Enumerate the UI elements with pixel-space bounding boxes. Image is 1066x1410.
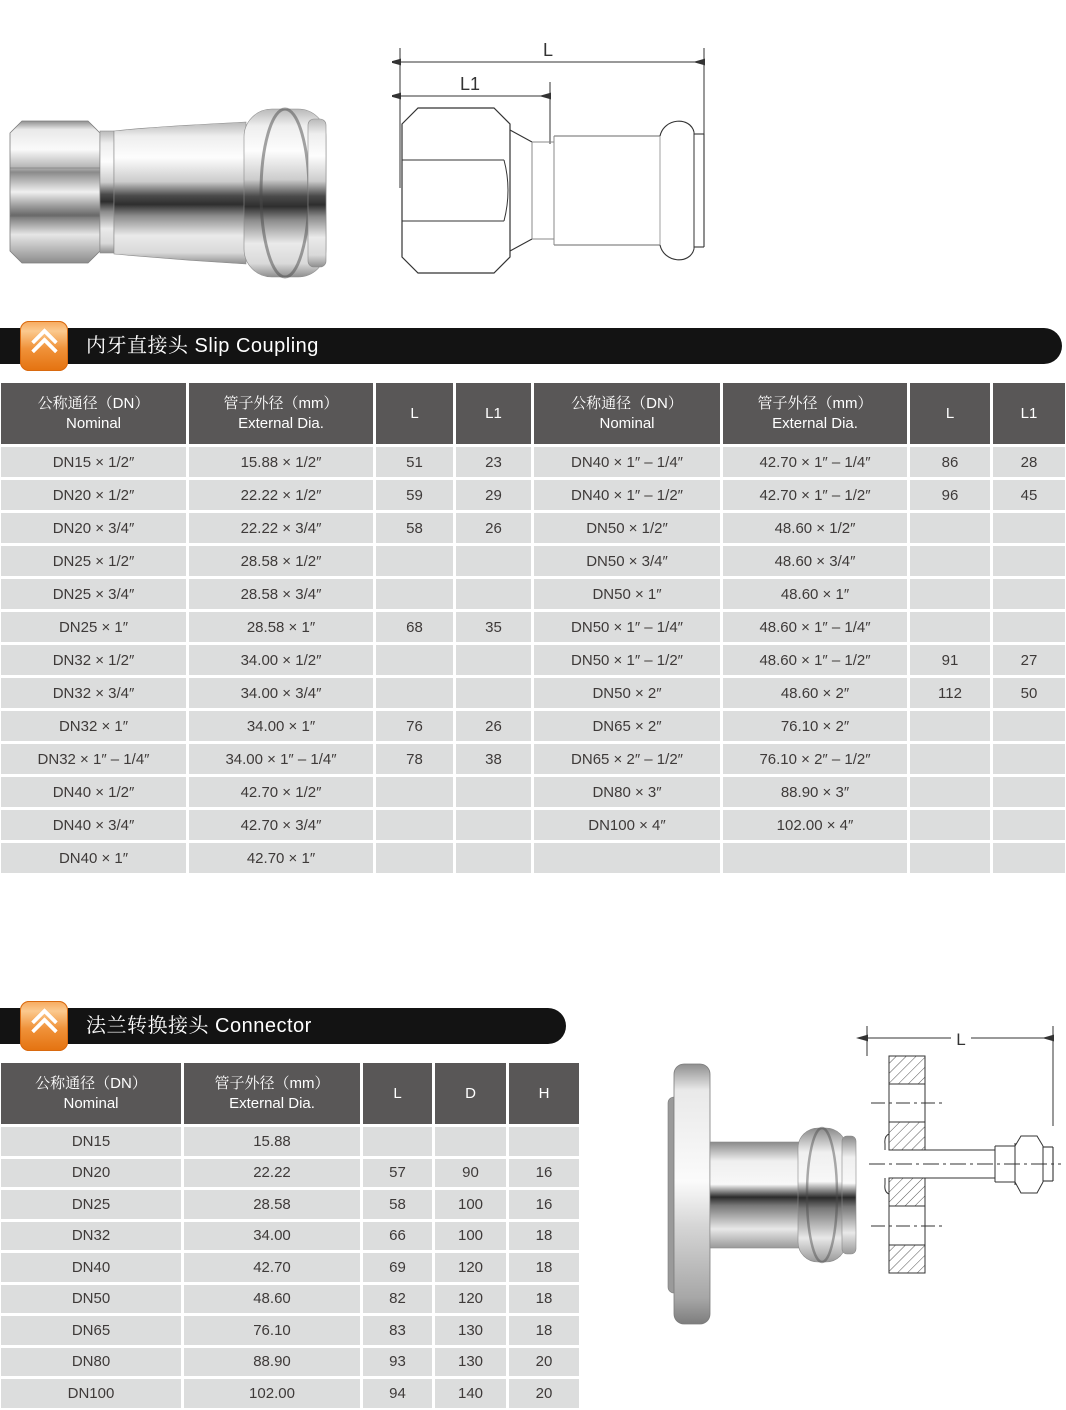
table-cell [993, 711, 1065, 741]
table-cell: 57 [363, 1159, 432, 1188]
table-cell [993, 744, 1065, 774]
connector-table-body [1, 1127, 579, 1408]
table-cell: 42.70 × 1″ – 1/2″ [723, 480, 907, 510]
table-cell: 69 [363, 1253, 432, 1282]
table-cell: 20 [509, 1379, 579, 1408]
table-cell: 76.10 × 2″ [723, 711, 907, 741]
table-cell: 38 [456, 744, 531, 774]
table-cell: 18 [509, 1285, 579, 1314]
table-cell: DN25 × 1/2″ [1, 546, 186, 576]
table-row [1, 1222, 579, 1251]
table-cell: DN50 × 1″ [534, 579, 720, 609]
table-row [1, 447, 1065, 477]
table-cell [456, 645, 531, 675]
table-cell: DN40 × 1″ – 1/4″ [534, 447, 720, 477]
col-header-external-dia [723, 383, 907, 444]
table-cell: DN25 × 3/4″ [1, 579, 186, 609]
table-cell: 78 [376, 744, 453, 774]
header-en: External Dia. [229, 1094, 315, 1112]
table-cell [723, 843, 907, 873]
table-cell: DN32 × 1″ – 1/4″ [1, 744, 186, 774]
table-cell: 28.58 × 1″ [189, 612, 373, 642]
table-cell [993, 777, 1065, 807]
table-cell: 88.90 × 3″ [723, 777, 907, 807]
table-row [1, 744, 1065, 774]
table-cell: DN25 [1, 1190, 181, 1219]
table-cell: 15.88 × 1/2″ [189, 447, 373, 477]
table-cell [910, 843, 990, 873]
table-cell: DN20 × 3/4″ [1, 513, 186, 543]
table-cell: 48.60 [184, 1285, 360, 1314]
table-cell: 48.60 × 1″ – 1/4″ [723, 612, 907, 642]
table-cell: 91 [910, 645, 990, 675]
table-cell: 42.70 [184, 1253, 360, 1282]
table-cell: 88.90 [184, 1348, 360, 1377]
table-cell: DN15 [1, 1127, 181, 1156]
table-cell: DN40 × 1″ – 1/2″ [534, 480, 720, 510]
col-header-external-dia [189, 383, 373, 444]
table-cell [910, 579, 990, 609]
table-cell [376, 645, 453, 675]
table-cell: DN50 × 1″ – 1/4″ [534, 612, 720, 642]
table-cell: 100 [435, 1190, 506, 1219]
table-cell: 29 [456, 480, 531, 510]
table-cell: DN100 [1, 1379, 181, 1408]
col-header-L: L [910, 383, 990, 444]
table-cell: DN20 [1, 1159, 181, 1188]
header-en: External Dia. [772, 414, 858, 432]
connector-drawing [855, 1018, 1066, 1353]
table-cell: 76 [376, 711, 453, 741]
table-cell [993, 513, 1065, 543]
section-title: 法兰转换接头 Connector [86, 1015, 312, 1037]
slip-table-body [1, 447, 1065, 873]
table-cell: DN65 [1, 1316, 181, 1345]
slip-coupling-table [1, 383, 1065, 876]
table-row [1, 1253, 579, 1282]
table-cell: 18 [509, 1253, 579, 1282]
table-cell: 66 [363, 1222, 432, 1251]
table-cell: DN32 [1, 1222, 181, 1251]
table-row [1, 1190, 579, 1219]
table-cell: 48.60 × 3/4″ [723, 546, 907, 576]
header-en: Nominal [599, 414, 655, 432]
table-cell: DN50 × 1″ – 1/2″ [534, 645, 720, 675]
table-cell [993, 612, 1065, 642]
table-cell: 27 [993, 645, 1065, 675]
table-cell: 51 [376, 447, 453, 477]
table-cell [376, 810, 453, 840]
table-cell [456, 810, 531, 840]
col-header-nominal [1, 1063, 181, 1124]
table-cell: DN40 × 1″ [1, 843, 186, 873]
table-row [1, 1127, 579, 1156]
table-cell: 48.60 × 1″ [723, 579, 907, 609]
table-cell: 120 [435, 1285, 506, 1314]
table-cell [435, 1127, 506, 1156]
table-cell [910, 744, 990, 774]
dim-label-L: L [956, 1030, 966, 1049]
table-cell: DN50 × 3/4″ [534, 546, 720, 576]
table-cell: 102.00 × 4″ [723, 810, 907, 840]
connector-table [1, 1063, 579, 1410]
table-cell: 42.70 × 1″ – 1/4″ [723, 447, 907, 477]
table-row [1, 513, 1065, 543]
table-cell: DN80 [1, 1348, 181, 1377]
table-cell: 20 [509, 1348, 579, 1377]
table-cell: 26 [456, 513, 531, 543]
table-cell: 42.70 × 3/4″ [189, 810, 373, 840]
table-cell: 28.58 × 3/4″ [189, 579, 373, 609]
table-cell: DN65 × 2″ – 1/2″ [534, 744, 720, 774]
table-cell: 23 [456, 447, 531, 477]
table-cell: 34.00 [184, 1222, 360, 1251]
col-header-L1: L1 [456, 383, 531, 444]
table-cell [376, 678, 453, 708]
table-cell: DN32 × 1/2″ [1, 645, 186, 675]
table-cell [509, 1127, 579, 1156]
table-row [1, 612, 1065, 642]
table-cell: 93 [363, 1348, 432, 1377]
table-cell: 82 [363, 1285, 432, 1314]
col-header-nominal [1, 383, 186, 444]
table-row [1, 810, 1065, 840]
table-cell: 59 [376, 480, 453, 510]
table-row [1, 1379, 579, 1408]
table-cell: 48.60 × 1″ – 1/2″ [723, 645, 907, 675]
slip-coupling-photo [8, 85, 330, 300]
connector-photo [618, 1042, 858, 1347]
table-row [1, 579, 1065, 609]
section-header-connector [0, 1008, 566, 1044]
table-cell: 22.22 × 1/2″ [189, 480, 373, 510]
col-header-nominal [534, 383, 720, 444]
table-cell: 28.58 [184, 1190, 360, 1219]
header-zh: 管子外径（mm） [757, 395, 873, 412]
table-cell [993, 579, 1065, 609]
table-cell: 50 [993, 678, 1065, 708]
header-en: Nominal [65, 414, 122, 432]
section-header-slip-coupling [0, 328, 1062, 364]
table-cell: 22.22 × 3/4″ [189, 513, 373, 543]
dim-label-L1: L1 [459, 74, 481, 94]
table-cell: 140 [435, 1379, 506, 1408]
table-cell: 130 [435, 1348, 506, 1377]
table-row [1, 843, 1065, 873]
table-cell: DN65 × 2″ [534, 711, 720, 741]
header-zh: 公称通径（DN） [35, 1075, 147, 1092]
table-cell: 90 [435, 1159, 506, 1188]
table-cell: DN32 × 3/4″ [1, 678, 186, 708]
table-cell: 18 [509, 1316, 579, 1345]
header-zh: 管子外径（mm） [214, 1075, 330, 1092]
table-cell: 86 [910, 447, 990, 477]
dim-label-L: L [542, 40, 554, 60]
table-cell: 34.00 × 3/4″ [189, 678, 373, 708]
table-cell: 42.70 × 1″ [189, 843, 373, 873]
slip-coupling-drawing [392, 38, 712, 278]
table-cell [993, 546, 1065, 576]
table-row [1, 546, 1065, 576]
col-header-external-dia [184, 1063, 360, 1124]
table-cell: 96 [910, 480, 990, 510]
slip-table-header [1, 383, 1065, 444]
col-header-H: H [509, 1063, 579, 1124]
table-cell [910, 513, 990, 543]
header-zh: 管子外径（mm） [223, 395, 339, 412]
table-cell: DN50 × 2″ [534, 678, 720, 708]
table-cell: 18 [509, 1222, 579, 1251]
table-cell: 34.00 × 1″ [189, 711, 373, 741]
section-title: 内牙直接头 Slip Coupling [86, 335, 319, 357]
double-chevron-up-icon [20, 321, 68, 371]
table-cell [376, 579, 453, 609]
table-row [1, 1348, 579, 1377]
table-cell: 48.60 × 2″ [723, 678, 907, 708]
table-cell: 83 [363, 1316, 432, 1345]
table-cell: 16 [509, 1190, 579, 1219]
table-cell [456, 546, 531, 576]
table-row [1, 480, 1065, 510]
col-header-L1: L1 [993, 383, 1065, 444]
table-cell [993, 843, 1065, 873]
table-row [1, 678, 1065, 708]
table-cell [456, 579, 531, 609]
table-cell [456, 843, 531, 873]
table-cell [993, 810, 1065, 840]
table-cell: 76.10 × 2″ – 1/2″ [723, 744, 907, 774]
table-cell [376, 777, 453, 807]
table-cell: DN20 × 1/2″ [1, 480, 186, 510]
table-cell: 112 [910, 678, 990, 708]
col-header-L: L [376, 383, 453, 444]
table-cell: 42.70 × 1/2″ [189, 777, 373, 807]
table-cell: 100 [435, 1222, 506, 1251]
table-cell: 102.00 [184, 1379, 360, 1408]
table-cell: 94 [363, 1379, 432, 1408]
table-cell: DN40 × 3/4″ [1, 810, 186, 840]
table-row [1, 1159, 579, 1188]
double-chevron-up-icon [20, 1001, 68, 1051]
table-cell [456, 777, 531, 807]
table-cell: 35 [456, 612, 531, 642]
table-cell: 16 [509, 1159, 579, 1188]
table-cell: 58 [363, 1190, 432, 1219]
table-cell [910, 711, 990, 741]
table-row [1, 1285, 579, 1314]
table-cell: DN40 × 1/2″ [1, 777, 186, 807]
table-cell: DN25 × 1″ [1, 612, 186, 642]
table-cell: DN50 × 1/2″ [534, 513, 720, 543]
table-cell: 68 [376, 612, 453, 642]
table-row [1, 1316, 579, 1345]
table-cell: 48.60 × 1/2″ [723, 513, 907, 543]
table-cell: 58 [376, 513, 453, 543]
table-cell [910, 777, 990, 807]
table-cell [910, 810, 990, 840]
table-row [1, 777, 1065, 807]
table-cell [376, 546, 453, 576]
table-cell: 34.00 × 1/2″ [189, 645, 373, 675]
table-row [1, 645, 1065, 675]
table-cell: 130 [435, 1316, 506, 1345]
table-cell [534, 843, 720, 873]
table-cell: 34.00 × 1″ – 1/4″ [189, 744, 373, 774]
header-zh: 公称通径（DN） [571, 395, 683, 412]
table-cell: DN80 × 3″ [534, 777, 720, 807]
table-cell: 28 [993, 447, 1065, 477]
table-cell: DN50 [1, 1285, 181, 1314]
table-cell: 15.88 [184, 1127, 360, 1156]
table-cell [456, 678, 531, 708]
table-cell [910, 612, 990, 642]
header-en: Nominal [63, 1094, 119, 1112]
table-cell: 120 [435, 1253, 506, 1282]
col-header-D: D [435, 1063, 506, 1124]
table-cell: 22.22 [184, 1159, 360, 1188]
table-cell: 28.58 × 1/2″ [189, 546, 373, 576]
table-cell: DN32 × 1″ [1, 711, 186, 741]
table-cell: 26 [456, 711, 531, 741]
table-cell: 45 [993, 480, 1065, 510]
table-cell [363, 1127, 432, 1156]
table-cell: DN15 × 1/2″ [1, 447, 186, 477]
table-row [1, 711, 1065, 741]
table-cell: DN40 [1, 1253, 181, 1282]
table-cell [910, 546, 990, 576]
header-zh: 公称通径（DN） [37, 395, 150, 412]
table-cell [376, 843, 453, 873]
table-cell: 76.10 [184, 1316, 360, 1345]
table-cell: DN100 × 4″ [534, 810, 720, 840]
col-header-L: L [363, 1063, 432, 1124]
header-en: External Dia. [238, 414, 324, 432]
connector-table-header [1, 1063, 579, 1124]
